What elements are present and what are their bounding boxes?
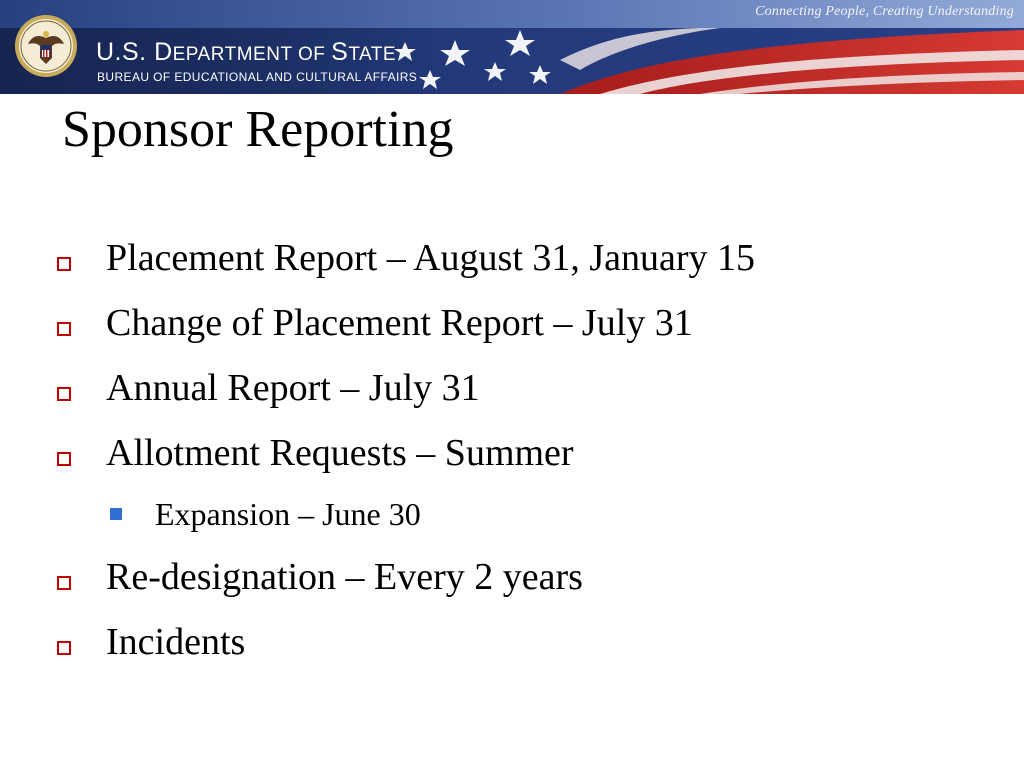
- hollow-square-bullet-icon: [57, 641, 71, 655]
- hollow-square-bullet-icon: [57, 322, 71, 336]
- tagline: Connecting People, Creating Understanding: [755, 4, 1014, 19]
- tagline-bar: [0, 0, 1024, 28]
- header-banner: [0, 0, 1024, 94]
- hollow-square-bullet-icon: [57, 576, 71, 590]
- slide-title: Sponsor Reporting: [62, 101, 454, 158]
- filled-square-bullet-icon: [110, 508, 122, 520]
- dept-of-state-seal-icon: [14, 14, 78, 78]
- department-name: U.S. DEPARTMENT OF STATE: [96, 38, 397, 66]
- bureau-name: BUREAU OF EDUCATIONAL AND CULTURAL AFFAIRS: [97, 70, 418, 84]
- hollow-square-bullet-icon: [57, 257, 71, 271]
- hollow-square-bullet-icon: [57, 452, 71, 466]
- hollow-square-bullet-icon: [57, 387, 71, 401]
